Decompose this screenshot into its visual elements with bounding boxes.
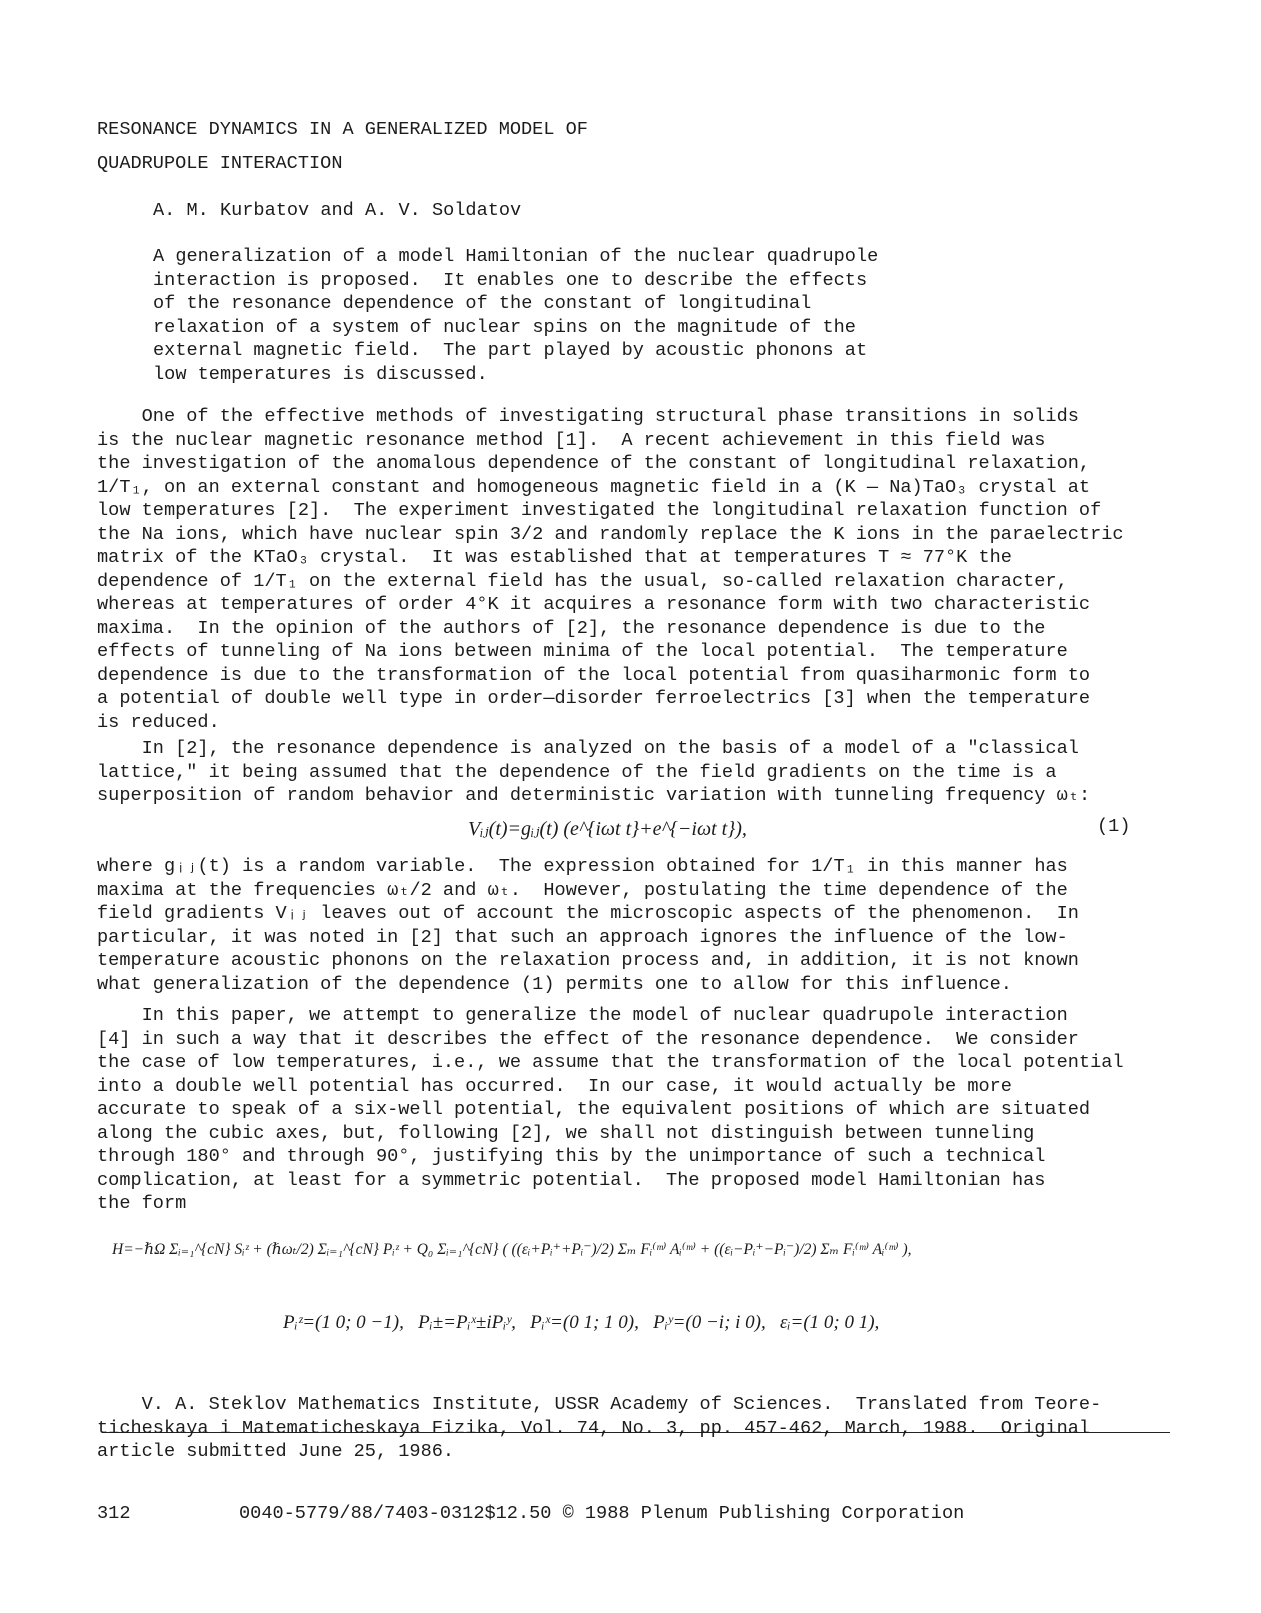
- authors-text: A. M. Kurbatov and A. V. Soldatov: [153, 200, 522, 221]
- footnote-line: article submitted June 25, 1986.: [97, 1441, 455, 1462]
- abstract-line: relaxation of a system of nuclear spins on the magnitude of the: [153, 316, 856, 338]
- hamiltonian-equation: [112, 1240, 912, 1259]
- paragraph-3: [97, 855, 1079, 996]
- body-line: matrix of the KTaO₃ crystal. It was established that at temperatures T ≈ 77°K the: [97, 547, 1012, 568]
- body-line: is the nuclear magnetic resonance method [1]. A recent achievement in this field was: [97, 429, 1046, 451]
- body-line: accurate to speak of a six-well potential, the equivalent positions of which are situated: [97, 1099, 1091, 1120]
- footnote: [97, 1393, 1101, 1464]
- paragraph-4: [97, 1004, 1124, 1216]
- body-line: field gradients Vᵢⱼ leaves out of account the microscopic aspects of the phenomenon. In: [97, 903, 1079, 924]
- abstract: [153, 245, 878, 386]
- body-line: One of the effective methods of investigating structural phase transitions in solids: [97, 406, 1079, 427]
- equation-1-text: Vᵢⱼ(t)=gᵢⱼ(t) (e^{iωt t}+e^{−iωt t}),: [468, 818, 747, 840]
- matrix-py: Pᵢʸ=(0 −i; i 0),: [653, 1312, 766, 1333]
- equation-1: [468, 816, 747, 841]
- body-line: whereas at temperatures of order 4°K it acquires a resonance form with two characteristic: [97, 594, 1091, 615]
- body-line: complication, at least for a symmetric potential. The proposed model Hamiltonian has: [97, 1169, 1046, 1191]
- authors: [153, 199, 521, 223]
- body-line: particular, it was noted in [2] that such an approach ignores the influence of the low-: [97, 926, 1068, 948]
- body-line: the form: [97, 1193, 187, 1214]
- pauli-matrices: [283, 1312, 879, 1334]
- paragraph-2: [97, 737, 1090, 808]
- body-line: superposition of random behavior and deterministic variation with tunneling frequency ωₜ:: [97, 785, 1091, 806]
- body-line: low temperatures [2]. The experiment investigated the longitudinal relaxation function of: [97, 500, 1102, 521]
- equation-1-number: (1): [1097, 816, 1131, 837]
- title-line: RESONANCE DYNAMICS IN A GENERALIZED MODEL OF: [97, 119, 588, 140]
- hamiltonian-text: H=−ℏΩ Σᵢ₌₁^{cN} Sᵢᶻ + (ℏωₜ/2) Σᵢ₌₁^{cN} Pᵢᶻ + Q₀ Σᵢ₌₁^{cN} ( ((εᵢ+Pᵢ⁺+Pᵢ⁻)/2) Σₘ Fᵢ⁽ᵐ⁾ Aᵢ⁽ᵐ⁾ + ((εᵢ−Pᵢ⁺−Pᵢ⁻)/2) Σₘ Fᵢ⁽ᵐ⁾ Aᵢ⁽ᵐ⁾ ),: [112, 1241, 912, 1258]
- abstract-line: of the resonance dependence of the constant of longitudinal: [153, 293, 812, 314]
- body-line: a potential of double well type in order—disorder ferroelectrics [3] when the temperature: [97, 688, 1091, 709]
- body-line: through 180° and through 90°, justifying this by the unimportance of such a technical: [97, 1146, 1046, 1167]
- body-line: the case of low temperatures, i.e., we assume that the transformation of the local potential: [97, 1052, 1124, 1073]
- body-line: dependence of 1/T₁ on the external field has the usual, so-called relaxation character,: [97, 570, 1068, 592]
- title-line: QUADRUPOLE INTERACTION: [97, 153, 343, 174]
- publication-info: 0040-5779/88/7403-0312$12.50 © 1988 Plenum Publishing Corporation: [239, 1503, 965, 1524]
- footnote-line: ticheskaya i Matematicheskaya Fizika, Vol. 74, No. 3, pp. 457-462, March, 1988. Original: [97, 1417, 1091, 1439]
- body-line: In [2], the resonance dependence is analyzed on the basis of a model of a "classical: [97, 738, 1079, 759]
- article-title: [97, 113, 588, 181]
- body-line: along the cubic axes, but, following [2], we shall not distinguish between tunneling: [97, 1122, 1035, 1144]
- abstract-line: A generalization of a model Hamiltonian of the nuclear quadrupole: [153, 246, 879, 267]
- body-line: the investigation of the anomalous dependence of the constant of longitudinal relaxation,: [97, 453, 1091, 474]
- matrix-ppm: Pᵢ±=Pᵢˣ±iPᵢʸ,: [418, 1312, 516, 1333]
- matrix-eps: εᵢ=(1 0; 0 1),: [780, 1312, 880, 1333]
- body-line: maxima at the frequencies ωₜ/2 and ωₜ. However, postulating the time dependence of the: [97, 879, 1068, 901]
- abstract-line: low temperatures is discussed.: [153, 363, 488, 385]
- body-line: effects of tunneling of Na ions between minima of the local potential. The temperature: [97, 641, 1068, 662]
- body-line: temperature acoustic phonons on the relaxation process and, in addition, it is not known: [97, 950, 1079, 971]
- body-line: where gᵢⱼ(t) is a random variable. The expression obtained for 1/T₁ in this manner has: [97, 856, 1068, 877]
- body-line: dependence is due to the transformation of the local potential from quasiharmonic form to: [97, 664, 1091, 686]
- paragraph-1: [97, 405, 1124, 734]
- body-line: lattice," it being assumed that the dependence of the field gradients on the time is a: [97, 761, 1057, 783]
- body-line: 1/T₁, on an external constant and homogeneous magnetic field in a (K — Na)TaO₃ crystal at: [97, 476, 1091, 498]
- abstract-line: interaction is proposed. It enables one to describe the effects: [153, 269, 868, 291]
- footnote-line: V. A. Steklov Mathematics Institute, USSR Academy of Sciences. Translated from Teore-: [97, 1394, 1102, 1415]
- matrix-pz: Pᵢᶻ=(1 0; 0 −1),: [283, 1312, 404, 1333]
- body-line: is reduced.: [97, 711, 220, 733]
- abstract-line: external magnetic field. The part played by acoustic phonons at: [153, 340, 868, 361]
- body-line: the Na ions, which have nuclear spin 3/2 and randomly replace the K ions in the paraelectric: [97, 523, 1124, 545]
- body-line: maxima. In the opinion of the authors of [2], the resonance dependence is due to the: [97, 617, 1046, 639]
- body-line: [4] in such a way that it describes the effect of the resonance dependence. We consider: [97, 1028, 1079, 1050]
- page-number: 312: [97, 1503, 131, 1524]
- body-line: what generalization of the dependence (1) permits one to allow for this influence.: [97, 973, 1012, 995]
- matrix-px: Pᵢˣ=(0 1; 1 0),: [530, 1312, 639, 1333]
- body-line: into a double well potential has occurred. In our case, it would actually be more: [97, 1075, 1012, 1097]
- body-line: In this paper, we attempt to generalize the model of nuclear quadrupole interaction: [97, 1005, 1068, 1026]
